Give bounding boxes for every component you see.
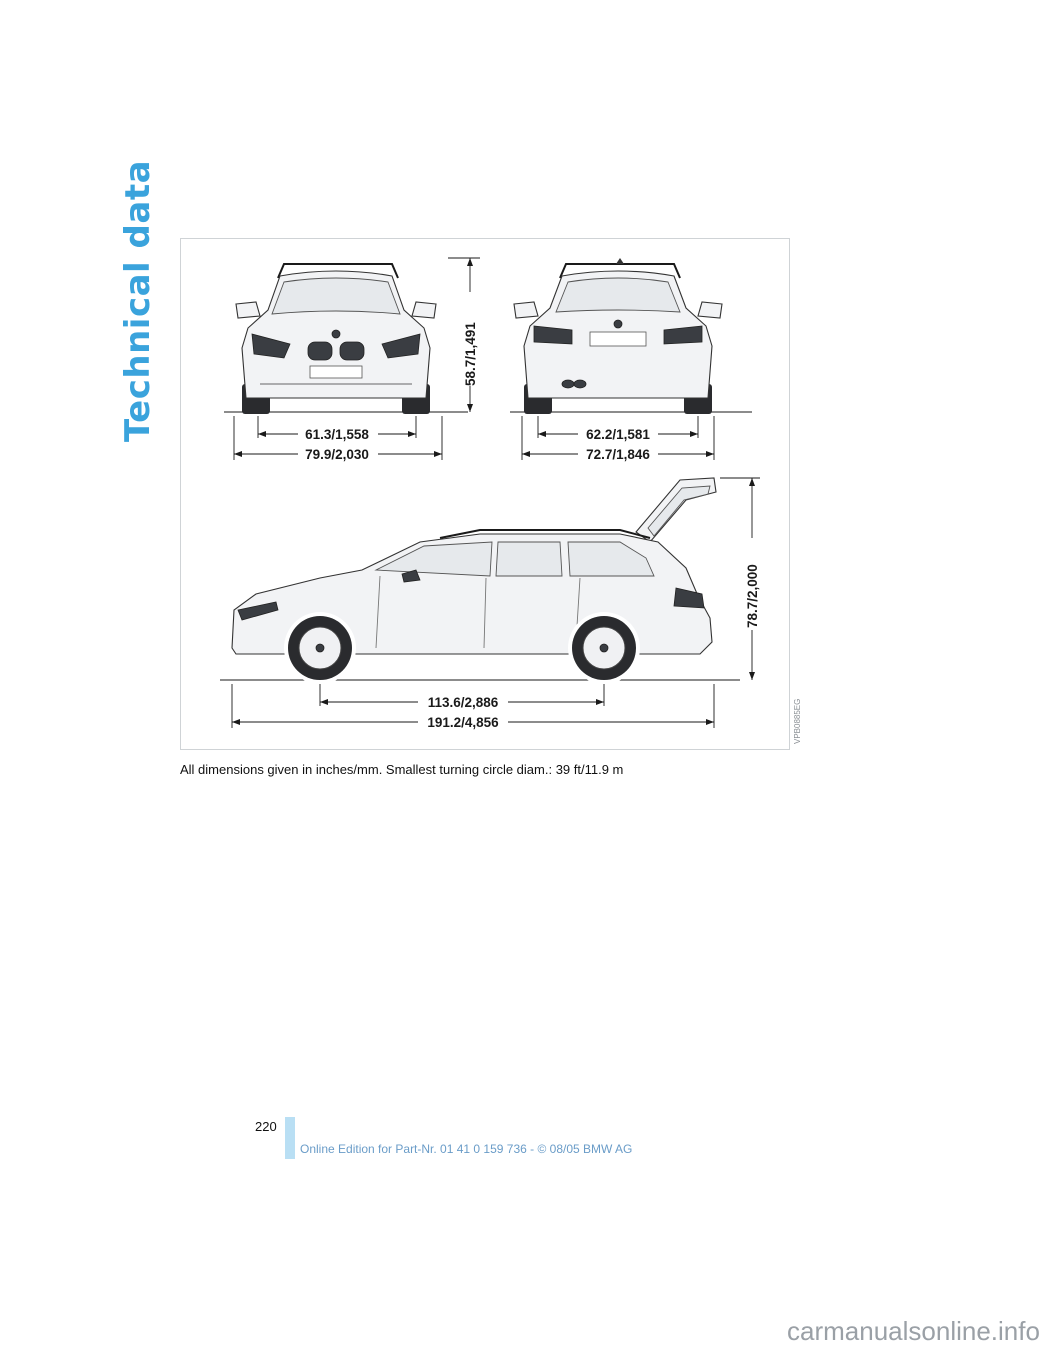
vehicle-dimensions-figure [180, 238, 802, 750]
dimensions-drawing [180, 238, 802, 750]
side-rear-window [496, 542, 562, 576]
rear-exhaust-right [574, 380, 586, 388]
front-right-mirror [412, 302, 436, 318]
front-track-label: 61.3/1,558 [305, 427, 369, 442]
rear-exhaust-left [562, 380, 574, 388]
wheelbase-label: 113.6/2,886 [427, 695, 499, 710]
front-height-label: 58.7/1,491 [463, 322, 478, 386]
watermark-text: carmanualsonline.info [787, 1316, 1040, 1346]
footer-edition-text: Online Edition for Part-Nr. 01 41 0 159 736 - © 08/05 BMW AG [300, 1142, 633, 1156]
rear-width-label: 72.7/1,846 [586, 447, 650, 462]
front-badge [332, 330, 340, 338]
page-number: 220 [255, 1119, 277, 1134]
side-height-label: 78.7/2,000 [745, 564, 760, 628]
section-title-vertical [118, 159, 158, 442]
rear-left-mirror [514, 302, 538, 318]
footer-accent-bar [285, 1117, 295, 1159]
section-title: Technical data [118, 159, 158, 442]
front-left-mirror [236, 302, 260, 318]
rear-right-mirror [698, 302, 722, 318]
front-width-label: 79.9/2,030 [305, 447, 369, 462]
rear-track-label: 62.2/1,581 [586, 427, 650, 442]
rear-badge [614, 320, 622, 328]
rear-window [556, 278, 680, 312]
front-license-plate [310, 366, 362, 378]
image-code: VPB0885EG [793, 698, 802, 744]
front-windshield [272, 278, 400, 314]
front-kidney-grille-left [308, 342, 332, 360]
figure-caption: All dimensions given in inches/mm. Smallest turning circle diam.: 39 ft/11.9 m [180, 762, 624, 777]
length-label: 191.2/4,856 [427, 715, 499, 730]
front-kidney-grille-right [340, 342, 364, 360]
rear-license-plate [590, 332, 646, 346]
